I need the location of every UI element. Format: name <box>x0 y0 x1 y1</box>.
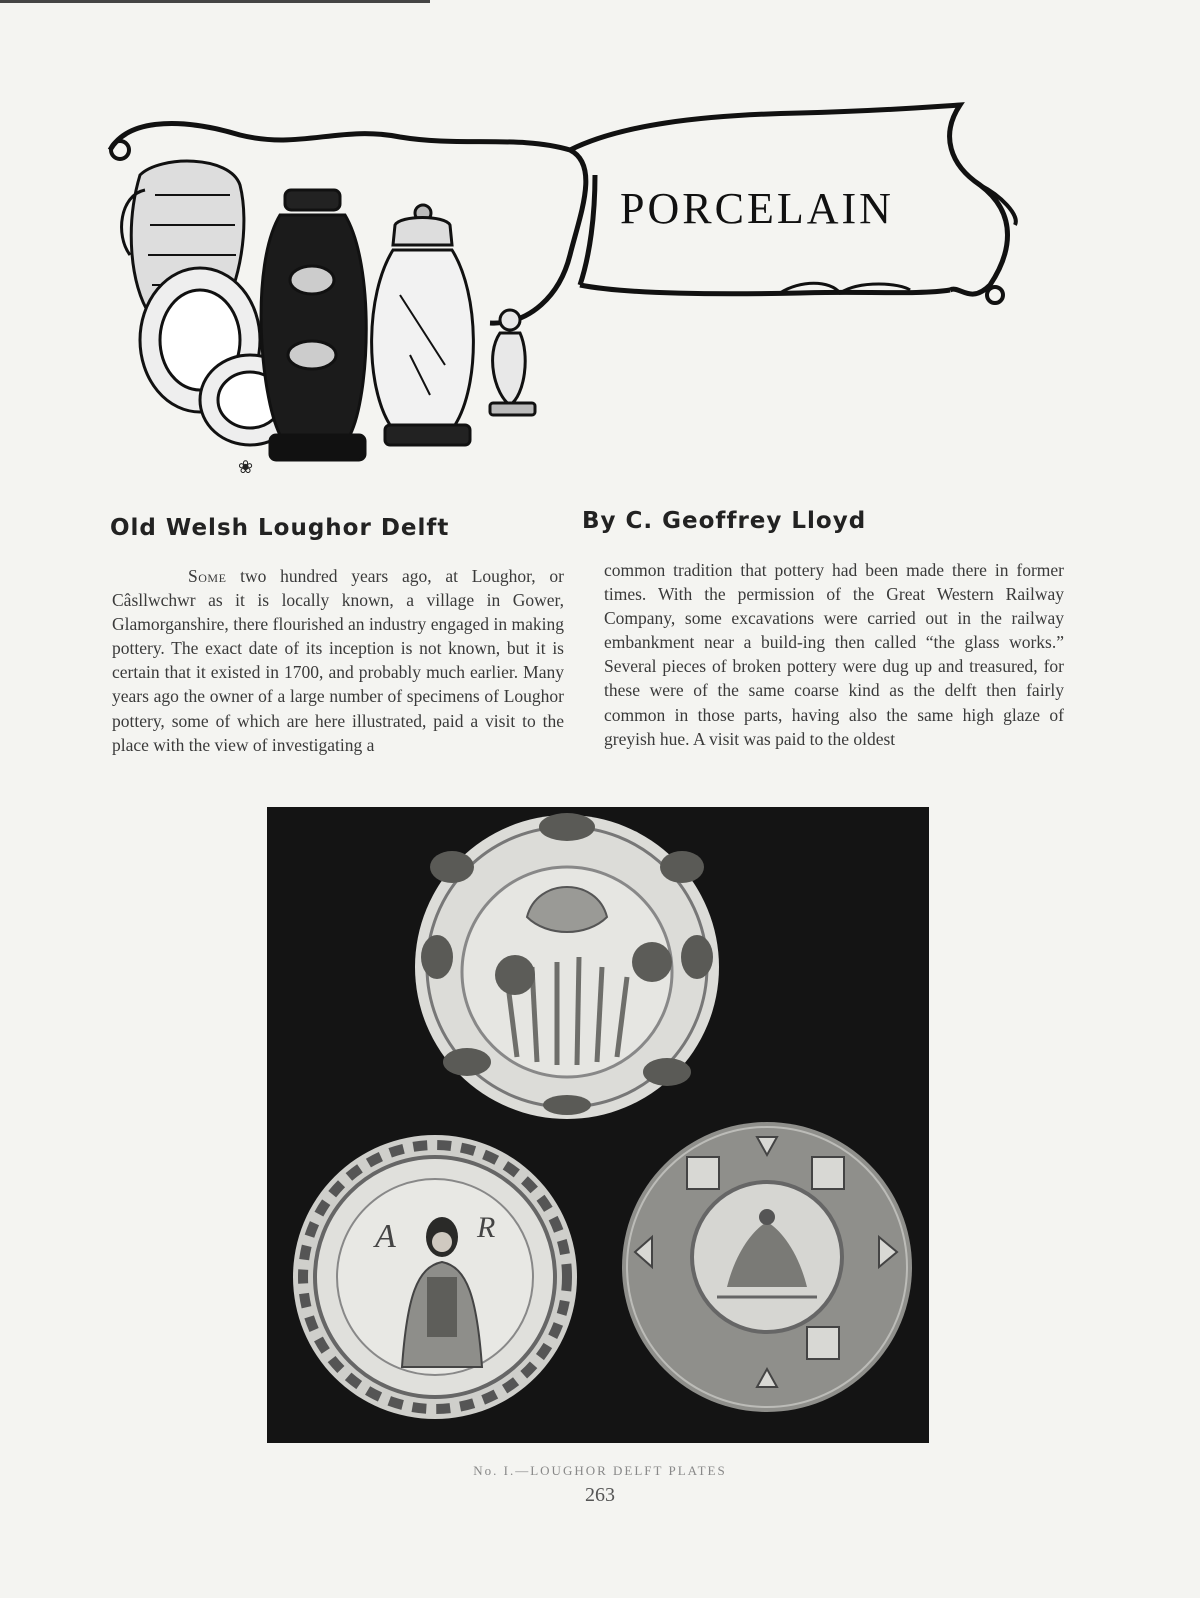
page-number: 263 <box>585 1484 615 1506</box>
article-title: Old Welsh Loughor Delft <box>110 515 450 541</box>
article-column-right: common tradition that pottery had been made there in former times. With the permission of the Great Western Railway Company, some excavations were carried out in the railway embankment near a build-ing then called “the glass works.” Several pieces of broken pottery were dug up and treasured, for these were of the same coarse kind as the delft then fairly common in those parts, having also the same high glaze of greyish hue. A visit was paid to the oldest <box>604 560 1064 749</box>
banner-title: PORCELAIN <box>620 184 894 233</box>
lidded-vase-icon <box>372 205 474 445</box>
plate-initial-right: R <box>477 1211 496 1244</box>
dark-vase-icon <box>261 190 366 460</box>
figure-caption: No. I.—LOUGHOR DELFT PLATES <box>473 1463 727 1478</box>
top-edge-rule <box>0 0 430 3</box>
delft-plates-photograph <box>267 807 929 1443</box>
porcelain-header-illustration <box>100 95 1050 495</box>
column-left-text: two hundred years ago, at Loughor, or Câsllwchwr as it is locally known, a village in Gower, Glamorganshire, there flourished an industry engaged in making pottery. The exact date of its inception is not known, but it is certain that it existed in 1700, and probably much earlier. Many years ago the owner of a large number of specimens of Loughor pottery, some of which are here illustrated, paid a visit to the place with the view of investigating a <box>112 566 565 755</box>
plate-bottom-right <box>622 1122 912 1412</box>
figurine-icon <box>490 310 535 415</box>
column-lead-word: Some <box>188 566 227 586</box>
article-byline: By C. Geoffrey Lloyd <box>582 508 867 534</box>
plate-top <box>415 813 719 1119</box>
plate-bottom-left <box>293 1135 577 1419</box>
plate-initial-left: A <box>375 1218 396 1255</box>
article-column-left <box>112 564 564 757</box>
artist-monogram: ❀ <box>238 457 254 477</box>
